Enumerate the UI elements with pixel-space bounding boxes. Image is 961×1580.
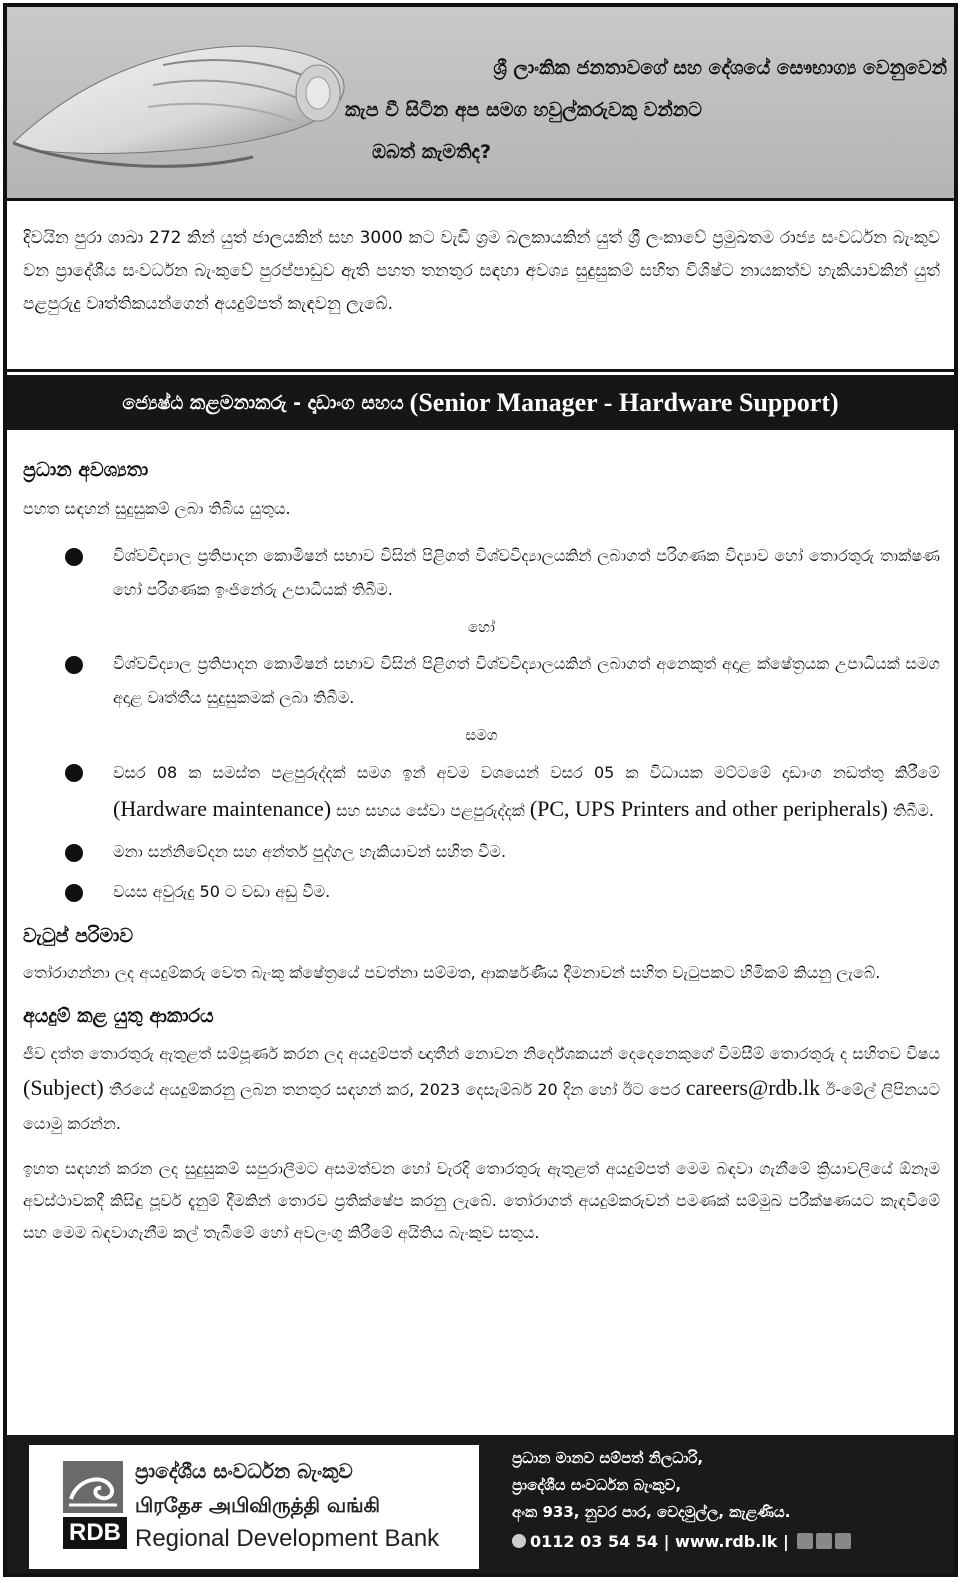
requirement-text: තිබීම. bbox=[892, 801, 934, 820]
header-banner bbox=[7, 7, 954, 201]
rdb-logo-abbr: RDB bbox=[63, 1517, 127, 1549]
rdb-logo-mark bbox=[63, 1461, 123, 1513]
and-separator: සමග bbox=[465, 726, 498, 744]
salary-heading: වැටුප් පරිමාව bbox=[23, 925, 134, 947]
intro-paragraph: දිවයින පුරා ශාඛා 272 කින් යුත් ජාලයකින් සහ 3000 කට වැඩි ශ්‍රම බලකායකින් යුත් ශ්‍රී ලංකාවේ ප්‍රමුඛතම රාජ්‍ය සංවර්ධන බැංකුව වන ප්‍රාදේශීය සංවර්ධන බැංකුවේ පුරප්පාඩුව ඇති පහත තනතුර සඳහා අවශ්‍ය සුදුසුකම් සහිත විශිෂ්ට නායකත්ව හැකියාවකින් යුත් පළපුරුදු වෘත්තිකයන්ගෙන් අයදුම්පත් කැඳවනු ලැබේ. bbox=[7, 204, 954, 372]
advertisement bbox=[3, 3, 958, 1577]
apply-paragraph-2: ඉහත සඳහන් කරන ලද සුදුසුකම් සපුරාලීමට අසමත්වන හෝ වැරදි තොරතුරු ඇතුළත් අයදුම්පත් මෙම බඳවා ගැනීමේ ක්‍රියාවලියේ ඕනෑම අවස්ථාවකදී කිසිඳු පූර්ව දැනුම් දීමකින් තොරව ප්‍රතික්ෂේප කරනු ලැබේ. තෝරාගත් අයදුම්කරුවන් පමණක් සම්මුඛ පරීක්ෂණයට කැඳවීමේ සහ මෙම බඳවාගැනීම කල් තැබීමේ හෝ අවලංගු කිරීමේ අයිතිය බැංකුව සතුය. bbox=[23, 1159, 940, 1242]
requirement-text: විශ්වවිද්‍යාල ප්‍රතිපාදන කොමිෂන් සභාව විසින් පිළිගත් විශ්වවිද්‍යාලයකින් ලබාගත් අනෙකුත් අදාළ ක්ෂේත්‍රයක උපාධියක් සමග අදාළ වෘත්තීය සුදුසුකමක් ලබා තිබීම. bbox=[113, 654, 940, 707]
requirement-bullet-3 bbox=[23, 755, 940, 829]
apply-heading: අයදුම් කළ යුතු ආකාරය bbox=[23, 1005, 214, 1027]
requirement-text-english: (PC, UPS Printers and other peripherals) bbox=[529, 796, 888, 821]
salary-text: තෝරාගන්නා ලද අයදුම්කරු වෙත බැංකු ක්ෂේත්‍රයේ පවත්නා සම්මත, ආකර්ෂණීය දීමනාවන් සහිත වැටුපකට හිමිකම් කියනු ලැබේ. bbox=[23, 963, 881, 982]
main-content bbox=[7, 433, 954, 1435]
address-line-3: අංක 933, නුවර පාර, වෙදමුල්ල, කැළණිය. bbox=[512, 1503, 791, 1521]
requirement-bullet-4 bbox=[23, 835, 940, 869]
phone-icon bbox=[512, 1534, 526, 1548]
bullet-icon bbox=[65, 548, 83, 566]
contact-line bbox=[512, 1528, 952, 1555]
requirement-text: විශ්වවිද්‍යාල ප්‍රතිපාදන කොමිෂන් සභාව විසින් පිළිගත් විශ්වවිද්‍යාලයකින් ලබාගත් පරිගණක විද්‍යාව හෝ තොරතුරු තාක්ෂණ හෝ පරිගණක ඉංජිනේරු උපාධියක් තිබීම. bbox=[113, 546, 940, 599]
requirement-text: මනා සන්නිවේදන සහ අන්තර් පුද්ගල හැකියාවන් සහිත වීම. bbox=[113, 842, 507, 861]
divider: | bbox=[663, 1532, 670, 1551]
requirement-bullet-2 bbox=[23, 647, 940, 715]
banner-line-3: ඔබත් කැමතිද? bbox=[372, 141, 491, 163]
requirement-bullet-5 bbox=[23, 875, 940, 909]
job-title-sinhala: ජ්‍යෙෂ්ඨ කළමනාකරු - දෘඩාංග සහය bbox=[122, 391, 404, 414]
job-title-bar bbox=[7, 375, 954, 430]
apply-text: ජීව දත්ත තොරතුරු ඇතුළත් සම්පූර්ණ කරන ලද අයදුම්පත් ඥාතීන් නොවන නිර්දේශකයන් දෙදෙනෙකුගේ විමසීම් තොරතුරු ද සහිතව විෂය bbox=[23, 1044, 940, 1063]
contact-address bbox=[512, 1445, 952, 1555]
or-separator: හෝ bbox=[468, 618, 495, 636]
phone-number[interactable]: 0112 03 54 54 bbox=[530, 1532, 659, 1551]
logo-english-name: Regional Development Bank bbox=[135, 1525, 440, 1552]
banner-line-1: ශ්‍රී ලාංකික ජනතාවගේ සහ දේශයේ සෞභාග්‍ය වෙනුවෙන් bbox=[493, 57, 947, 79]
bullet-icon bbox=[65, 844, 83, 862]
apply-text: ඊ-මේල් ලිපිනයට යොමු කරන්න. bbox=[23, 1080, 940, 1133]
footer bbox=[7, 1435, 954, 1577]
rdb-logo bbox=[29, 1445, 479, 1569]
logo-sinhala-name: ප්‍රාදේශීය සංවර්ධන බැංකුව bbox=[135, 1459, 353, 1483]
job-title-english: (Senior Manager - Hardware Support) bbox=[409, 387, 839, 417]
banner-slogan bbox=[257, 47, 947, 173]
requirements-lead: පහත සඳහන් සුදුසුකම් ලබා තිබිය යුතුය. bbox=[23, 499, 291, 518]
address-line-2: ප්‍රාදේශීය සංවර්ධන බැංකුව, bbox=[512, 1476, 682, 1494]
apply-text: තීරයේ අයදුම්කරනු ලබන තනතුර සඳහන් කර, 2023 දෙසැම්බර් 20 දින හෝ ඊට පෙර bbox=[108, 1080, 681, 1099]
youtube-icon[interactable] bbox=[835, 1533, 851, 1549]
divider: | bbox=[783, 1532, 789, 1551]
twitter-icon[interactable] bbox=[816, 1533, 832, 1549]
requirement-text: වයස අවුරුදු 50 ට වඩා අඩු වීම. bbox=[113, 882, 331, 901]
requirement-bullet-1 bbox=[23, 539, 940, 607]
bullet-icon bbox=[65, 656, 83, 674]
bullet-icon bbox=[65, 764, 83, 782]
requirement-text: සහ සහය සේවා පළපුරුද්දක් bbox=[336, 801, 525, 820]
bullet-icon bbox=[65, 884, 83, 902]
facebook-icon[interactable] bbox=[797, 1533, 813, 1549]
logo-tamil-name: பிரதேச அபிவிருத்தி வங்கி bbox=[135, 1493, 381, 1517]
requirement-text-english: (Hardware maintenance) bbox=[113, 796, 332, 821]
banner-line-2: කැප වී සිටින අප සමග හවුල්කරුවකු වන්නට bbox=[345, 99, 702, 121]
subject-label: (Subject) bbox=[23, 1075, 104, 1100]
requirement-text: වසර 08 ක සමස්ත පළපුරුද්දක් සමග ඉන් අවම වශයෙන් වසර 05 ක විධායක මට්ටමේ දෘඩාංග නඩත්තු කිරීමේ bbox=[113, 763, 940, 782]
website-link[interactable]: www.rdb.lk bbox=[675, 1532, 778, 1551]
address-line-1: ප්‍රධාන මානව සම්පත් නිලධාරි, bbox=[512, 1449, 704, 1467]
apply-paragraph-1 bbox=[23, 1037, 940, 1141]
requirements-heading: ප්‍රධාන අවශ්‍යතා bbox=[23, 459, 149, 481]
careers-email-link[interactable]: careers@rdb.lk bbox=[685, 1075, 821, 1100]
